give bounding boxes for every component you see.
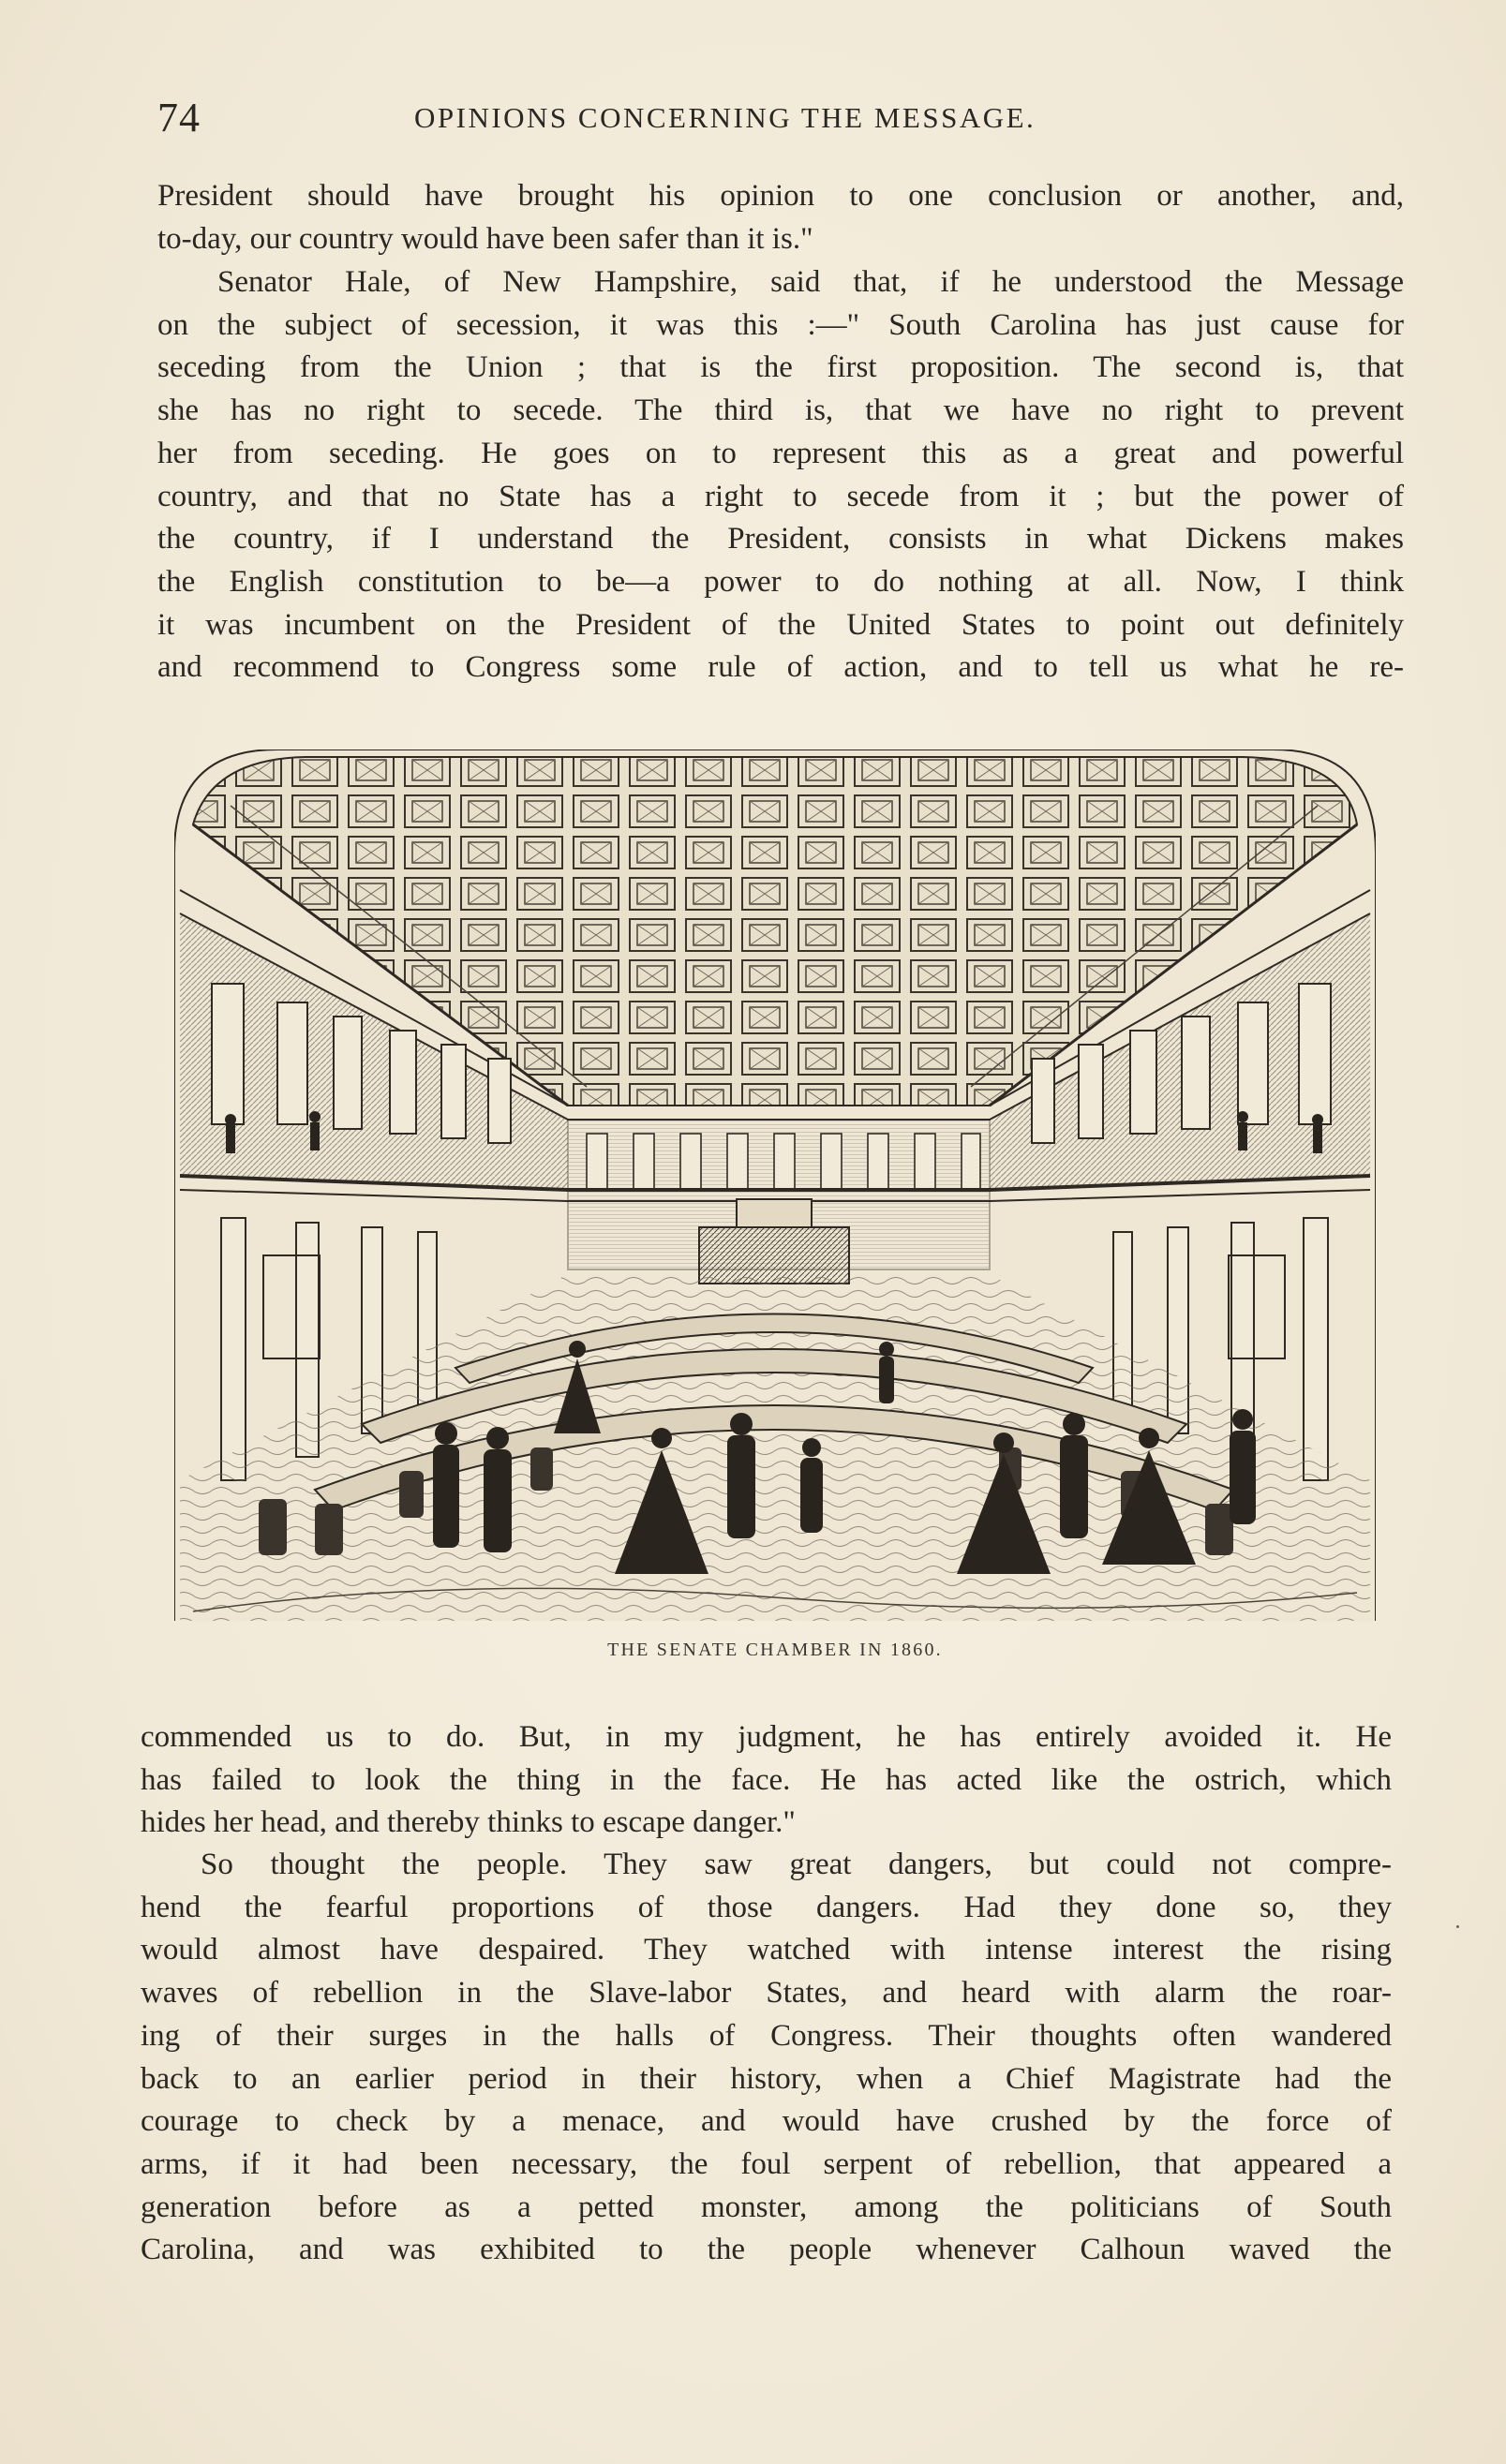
page-number: 74: [157, 95, 201, 141]
paragraph-3: [141, 1716, 1392, 1845]
text-line: courage to check by a menace, and would have crushed by the force of: [141, 2104, 1392, 2139]
senate-chamber-engraving: [174, 750, 1376, 1621]
text-line: the English constitution to be—a power to do nothing at all. Now, I think: [157, 564, 1404, 599]
text-line: commended us to do. But, in my judgment, he has entirely avoided it. He: [141, 1720, 1392, 1754]
paragraph-1: [157, 175, 1404, 260]
text-line: on the subject of secession, it was this :—" South Carolina has just cause for: [157, 307, 1404, 342]
text-line: and recommend to Congress some rule of action, and to tell us what he re-: [157, 650, 1404, 685]
engraving-illustration: [174, 750, 1376, 1621]
text-line: Senator Hale, of New Hampshire, said that, if he understood the Message: [217, 265, 1404, 299]
text-line: hides her head, and thereby thinks to escape danger.": [141, 1805, 796, 1840]
text-line: it was incumbent on the President of the United States to point out definitely: [157, 607, 1404, 642]
text-line: seceding from the Union ; that is the first proposition. The second is, that: [157, 350, 1404, 385]
text-line: arms, if it had been necessary, the foul serpent of rebellion, that appeared a: [141, 2146, 1392, 2181]
text-line: hend the fearful proportions of those dangers. Had they done so, they: [141, 1890, 1392, 1924]
text-line: to-day, our country would have been safer than it is.": [157, 221, 813, 256]
text-line: Carolina, and was exhibited to the people whenever Calhoun waved the: [141, 2233, 1392, 2267]
ink-speck: [1456, 1925, 1459, 1928]
text-line: generation before as a petted monster, among the politicians of South: [141, 2189, 1392, 2224]
text-line: would almost have despaired. They watched with intense interest the rising: [141, 1933, 1392, 1967]
running-head: OPINIONS CONCERNING THE MESSAGE.: [414, 101, 1036, 134]
text-line: she has no right to secede. The third is, that we have no right to prevent: [157, 393, 1404, 428]
figure-caption: THE SENATE CHAMBER IN 1860.: [607, 1640, 943, 1660]
text-line: the country, if I understand the President, consists in what Dickens makes: [157, 522, 1404, 557]
text-line: back to an earlier period in their history, when a Chief Magistrate had the: [141, 2061, 1392, 2096]
text-line: her from seceding. He goes on to represent this as a great and powerful: [157, 436, 1404, 470]
text-line: has failed to look the thing in the face. He has acted like the ostrich, which: [141, 1762, 1392, 1797]
text-line: So thought the people. They saw great dangers, but could not compre-: [201, 1848, 1392, 1881]
page-header: [157, 94, 1407, 150]
paragraph-2: [157, 261, 1404, 690]
text-line: country, and that no State has a right to secede from it ; but the power of: [157, 479, 1404, 513]
text-line: waves of rebellion in the Slave-labor States, and heard with alarm the roar-: [141, 1976, 1392, 2011]
paragraph-4: [141, 1844, 1392, 2272]
text-line: President should have brought his opinion to one conclusion or another, and,: [157, 179, 1404, 213]
text-line: ing of their surges in the halls of Congress. Their thoughts often wandered: [141, 2018, 1392, 2053]
